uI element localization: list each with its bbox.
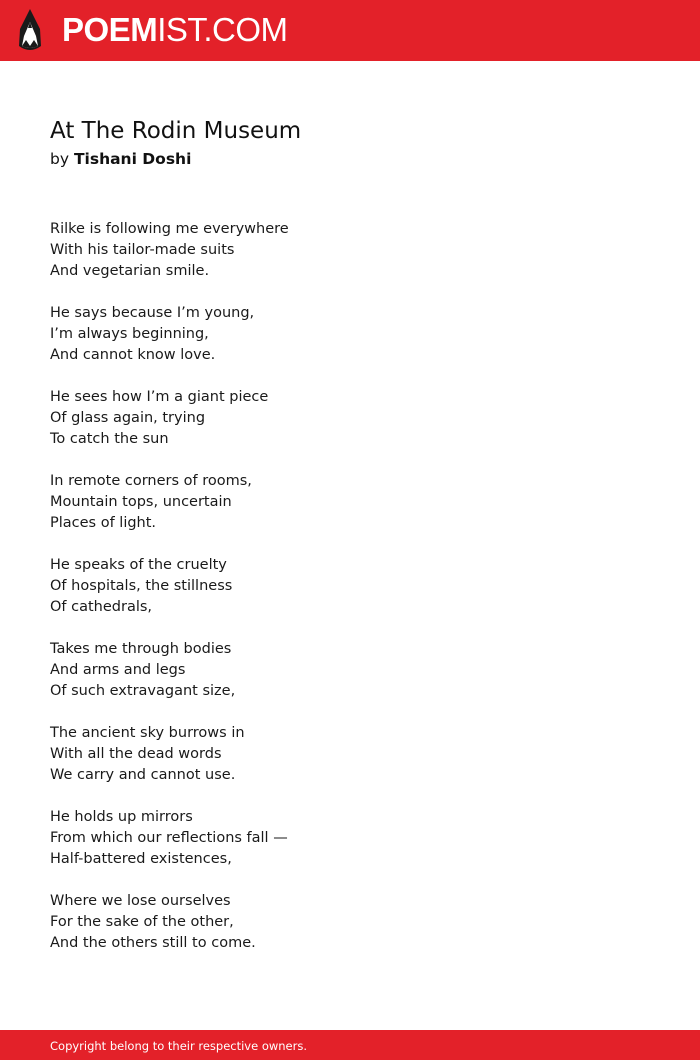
poem-line: With all the dead words bbox=[50, 746, 222, 762]
poem-line: Half-battered existences, bbox=[50, 851, 232, 867]
poem-line: For the sake of the other, bbox=[50, 914, 234, 930]
poem-line: I’m always beginning, bbox=[50, 326, 209, 342]
poem-line: The ancient sky burrows in bbox=[50, 725, 245, 741]
site-logo[interactable] bbox=[62, 11, 288, 49]
poem-line: In remote corners of rooms, bbox=[50, 473, 252, 489]
poem-line: Mountain tops, uncertain bbox=[50, 494, 232, 510]
stanza bbox=[50, 639, 650, 702]
poem-line: Of cathedrals, bbox=[50, 599, 153, 615]
poem-line: And vegetarian smile. bbox=[50, 263, 210, 279]
poem-line: Places of light. bbox=[50, 515, 157, 531]
poem-line: And arms and legs bbox=[50, 662, 186, 678]
poem-title: At The Rodin Museum bbox=[50, 118, 302, 144]
stanza bbox=[50, 807, 650, 870]
stanza bbox=[50, 555, 650, 618]
poem-line: He holds up mirrors bbox=[50, 809, 193, 825]
poem-line: Takes me through bodies bbox=[50, 641, 232, 657]
stanza bbox=[50, 387, 650, 450]
copyright-notice: Copyright belong to their respective owners. bbox=[50, 1039, 308, 1053]
poem-author: Tishani Doshi bbox=[73, 150, 192, 168]
stanza bbox=[50, 891, 650, 954]
by-label: by bbox=[50, 150, 70, 168]
poem-line: From which our reflections fall — bbox=[50, 830, 288, 846]
stanza bbox=[50, 723, 650, 786]
poem-line: Rilke is following me everywhere bbox=[50, 221, 289, 237]
pencil-tip-icon[interactable] bbox=[17, 9, 43, 52]
site-footer bbox=[0, 1030, 700, 1060]
poem-line: Of such extravagant size, bbox=[50, 683, 236, 699]
stanza bbox=[50, 471, 650, 534]
stanza bbox=[50, 303, 650, 366]
poem-line: Of hospitals, the stillness bbox=[50, 578, 233, 594]
poem-line: With his tailor-made suits bbox=[50, 242, 235, 258]
poem-line: And the others still to come. bbox=[50, 935, 256, 951]
poem-byline bbox=[50, 148, 191, 170]
logo-bold-text: POEM bbox=[62, 11, 158, 48]
poem-line: To catch the sun bbox=[50, 431, 169, 447]
poem-line: We carry and cannot use. bbox=[50, 767, 236, 783]
poem-line: Of glass again, trying bbox=[50, 410, 206, 426]
poem-body bbox=[50, 219, 650, 975]
poem-line: Where we lose ourselves bbox=[50, 893, 231, 909]
logo-light-text: IST.COM bbox=[157, 11, 288, 48]
poem-line: And cannot know love. bbox=[50, 347, 216, 363]
poem-line: He sees how I’m a giant piece bbox=[50, 389, 269, 405]
poem-line: He says because I’m young, bbox=[50, 305, 255, 321]
stanza bbox=[50, 219, 650, 282]
site-header bbox=[0, 0, 700, 61]
poem-line: He speaks of the cruelty bbox=[50, 557, 227, 573]
